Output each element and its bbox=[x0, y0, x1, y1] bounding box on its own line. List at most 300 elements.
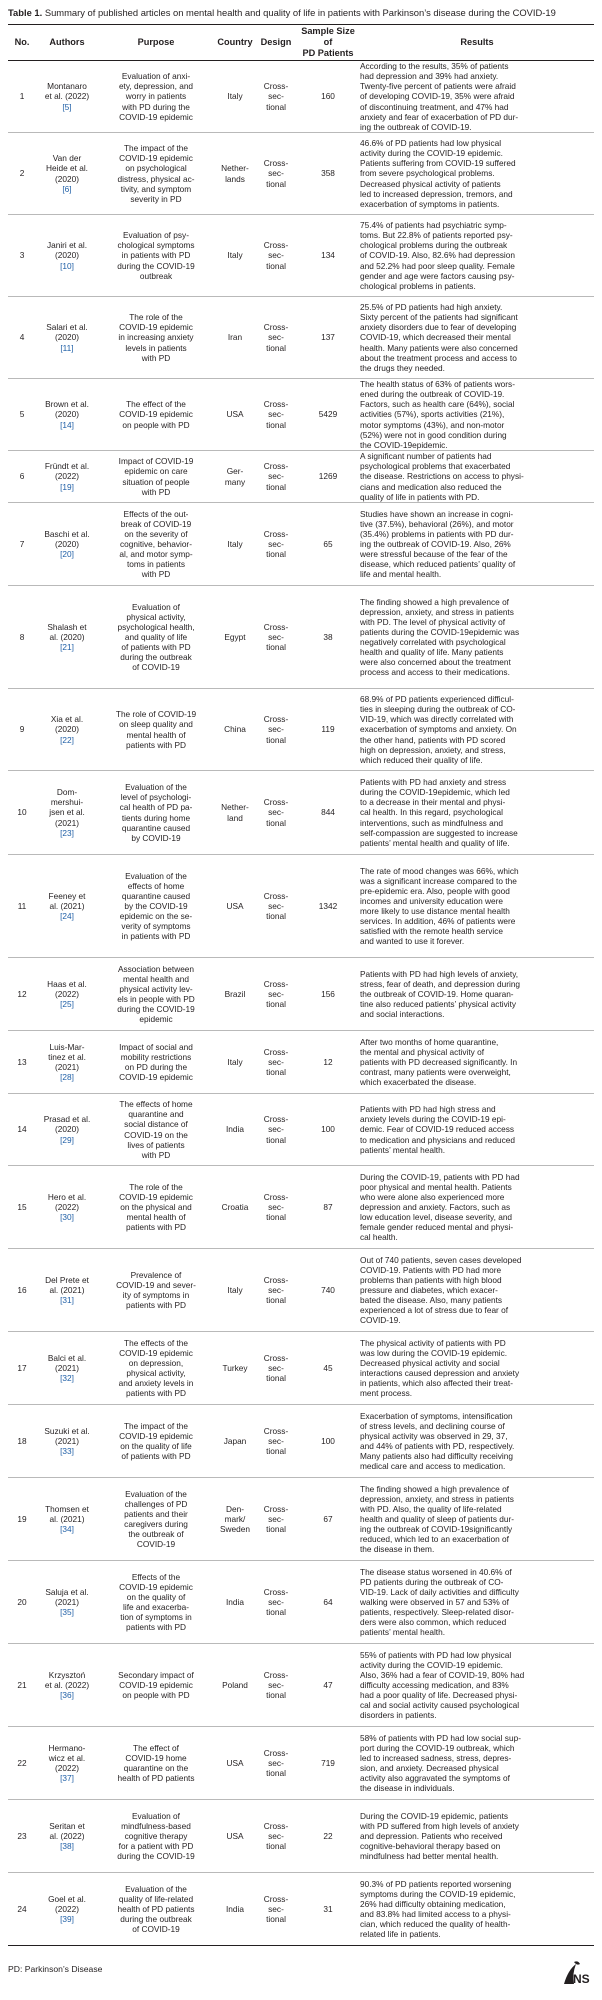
country-line: Italy bbox=[227, 1056, 243, 1067]
authors-line: (2021) bbox=[55, 1596, 79, 1607]
reference-link[interactable]: [10] bbox=[60, 260, 74, 271]
design-line: tional bbox=[266, 999, 286, 1010]
results-line: Patients suffering from COVID-19 suffered bbox=[360, 158, 516, 169]
row-number: 7 bbox=[19, 538, 25, 549]
results-line: The rate of mood changes was 66%, which bbox=[360, 865, 519, 876]
reference-link[interactable]: [21] bbox=[60, 642, 74, 653]
purpose-line: with PD bbox=[141, 1149, 171, 1160]
authors-cell bbox=[36, 1727, 98, 1800]
purpose-line: on the severity of bbox=[124, 528, 188, 539]
purpose-line: tivity, and symptom bbox=[120, 183, 192, 194]
results-line: During the COVID-19 epidemic, patients bbox=[360, 1810, 509, 1821]
results-line: tine also reduced patients’ physical activity bbox=[360, 999, 517, 1010]
authors-line: (2020) bbox=[55, 1124, 79, 1135]
country-line: USA bbox=[226, 409, 244, 420]
results-line: gender and age were factors causing psy- bbox=[360, 270, 515, 281]
results-line: services. In addition, 46% of patients were bbox=[360, 916, 516, 927]
design-line: tional bbox=[266, 817, 286, 828]
table-row bbox=[8, 503, 594, 586]
results-line: Patients with PD had high levels of anxiety, bbox=[360, 968, 519, 979]
results-line: patients, respectively. Sleep-related disor- bbox=[360, 1607, 514, 1618]
design-cell bbox=[256, 1094, 296, 1166]
reference-link[interactable]: [34] bbox=[60, 1524, 74, 1535]
authors-cell bbox=[36, 215, 98, 297]
purpose-line: ety, depression, and bbox=[118, 81, 194, 92]
results-line: were also concerned about the treatment bbox=[360, 657, 511, 668]
authors-cell bbox=[36, 958, 98, 1031]
reference-link[interactable]: [31] bbox=[60, 1295, 74, 1306]
reference-link[interactable]: [24] bbox=[60, 911, 74, 922]
purpose-line: in increasing anxiety bbox=[118, 332, 194, 343]
results-line: the mental and physical activity of bbox=[360, 1046, 485, 1057]
design-line: Cross- bbox=[263, 1893, 289, 1904]
design-line: sec- bbox=[268, 1056, 284, 1067]
results-line: and 52.2% had poor sleep quality. Female bbox=[360, 260, 515, 271]
results-line: reduced, which led to an exacerbation of bbox=[360, 1534, 509, 1545]
results-line: who were alone also experienced more bbox=[360, 1191, 505, 1202]
results-line: of COVID-19. Also, 82.6% had depression bbox=[360, 250, 515, 261]
results-line: The physical activity of patients with PD bbox=[360, 1337, 506, 1348]
sample-size-cell: 65 bbox=[323, 538, 333, 549]
results-line: motor symptoms (43%), and non-motor bbox=[360, 419, 505, 430]
country-cell bbox=[214, 1478, 256, 1561]
design-line: sec- bbox=[268, 332, 284, 343]
table-footnote: PD: Parkinson’s Disease bbox=[8, 1964, 103, 1974]
design-cell bbox=[256, 771, 296, 855]
authors-line: jsen et al. bbox=[49, 807, 85, 818]
reference-link[interactable]: [25] bbox=[60, 999, 74, 1010]
design-line: Cross- bbox=[263, 1586, 289, 1597]
sample-size-cell: 38 bbox=[323, 631, 333, 642]
results-line: from severe psychological problems. bbox=[360, 168, 495, 179]
table-row bbox=[8, 215, 594, 297]
design-cell bbox=[256, 503, 296, 586]
purpose-line: in patients with PD bbox=[121, 250, 191, 261]
results-line: the other hand, patients with PD scored bbox=[360, 734, 506, 745]
row-number: 11 bbox=[17, 900, 27, 911]
results-line: patients’ mental health. bbox=[360, 1627, 446, 1638]
results-cell bbox=[360, 1332, 594, 1405]
reference-link[interactable]: [30] bbox=[60, 1212, 74, 1223]
design-line: tional bbox=[266, 1067, 286, 1078]
purpose-cell bbox=[98, 1561, 214, 1644]
authors-line: Haas et al. bbox=[47, 978, 87, 989]
authors-cell bbox=[36, 1249, 98, 1332]
reference-link[interactable]: [39] bbox=[60, 1914, 74, 1925]
authors-cell bbox=[36, 1644, 98, 1727]
reference-link[interactable]: [23] bbox=[60, 827, 74, 838]
results-line: process and access to their medications. bbox=[360, 667, 510, 678]
reference-link[interactable]: [37] bbox=[60, 1773, 74, 1784]
authors-line: (2021) bbox=[55, 1062, 79, 1072]
country-line: Den- bbox=[226, 1503, 244, 1514]
results-cell bbox=[360, 379, 594, 451]
design-line: sec- bbox=[268, 1284, 284, 1295]
purpose-line: tients during home bbox=[121, 812, 191, 823]
row-number: 21 bbox=[17, 1679, 27, 1690]
table-row bbox=[8, 1478, 594, 1561]
header-country: Country bbox=[217, 37, 253, 47]
results-line: health and quality of life. Many patients bbox=[360, 647, 504, 658]
design-cell bbox=[256, 297, 296, 379]
results-line: anxiety and fear of exacerbation of PD dur- bbox=[360, 111, 519, 122]
purpose-cell bbox=[98, 1800, 214, 1873]
design-line: sec- bbox=[268, 1201, 284, 1212]
design-line: Cross- bbox=[263, 1114, 289, 1125]
purpose-cell bbox=[98, 586, 214, 689]
purpose-line: epidemic bbox=[139, 1014, 173, 1025]
authors-line: Goel et al. bbox=[48, 1893, 86, 1904]
purpose-line: on sleep quality and bbox=[119, 719, 193, 730]
results-line: During the COVID-19, patients with PD had bbox=[360, 1171, 520, 1182]
design-line: tional bbox=[266, 419, 286, 430]
purpose-line: cognitive, behavior- bbox=[120, 538, 192, 549]
purpose-line: quality of life-related bbox=[118, 1893, 194, 1904]
purpose-line: patients with PD bbox=[126, 1622, 186, 1633]
purpose-line: els in people with PD bbox=[117, 994, 195, 1004]
design-cell bbox=[256, 586, 296, 689]
authors-line: (2020) bbox=[55, 724, 79, 735]
design-cell bbox=[256, 1332, 296, 1405]
authors-cell bbox=[36, 1166, 98, 1249]
results-line: about the treatment process and access to bbox=[360, 352, 517, 363]
authors-cell bbox=[36, 689, 98, 771]
purpose-cell bbox=[98, 1478, 214, 1561]
purpose-line: break of COVID-19 bbox=[120, 518, 192, 529]
design-cell bbox=[256, 1405, 296, 1478]
design-line: Cross- bbox=[263, 1274, 289, 1285]
results-line: chological problems during the outbreak bbox=[360, 240, 508, 251]
reference-link[interactable]: [38] bbox=[60, 1841, 74, 1852]
results-cell bbox=[360, 1644, 594, 1727]
design-line: sec- bbox=[268, 91, 284, 102]
reference-link[interactable]: [29] bbox=[60, 1134, 74, 1145]
purpose-line: quarantine caused bbox=[121, 890, 191, 901]
purpose-line: challenges of PD bbox=[124, 1498, 188, 1509]
results-line: which exacerbated the disease. bbox=[360, 1077, 477, 1088]
purpose-cell bbox=[98, 958, 214, 1031]
authors-line: Janiri et al. bbox=[46, 240, 88, 251]
purpose-cell bbox=[98, 1166, 214, 1249]
results-line: 55% of patients with PD had low physical bbox=[360, 1649, 512, 1660]
authors-line: al. (2022) bbox=[49, 1830, 85, 1841]
purpose-cell bbox=[98, 1727, 214, 1800]
row-number: 3 bbox=[19, 250, 25, 261]
authors-line: (2022) bbox=[55, 1201, 79, 1212]
design-cell bbox=[256, 1561, 296, 1644]
purpose-line: The effect of the bbox=[126, 399, 186, 410]
results-line: led to increased sadness, stress, depres- bbox=[360, 1752, 512, 1763]
sample-size-cell: 134 bbox=[321, 250, 335, 261]
results-line: 75.4% of patients had psychiatric symp- bbox=[360, 220, 507, 231]
reference-link[interactable]: [22] bbox=[60, 734, 74, 745]
reference-link[interactable]: [14] bbox=[60, 419, 74, 430]
table-row bbox=[8, 133, 594, 215]
results-line: depression, anxiety, and stress in patients bbox=[360, 606, 514, 617]
sample-size-cell: 100 bbox=[321, 1124, 335, 1135]
reference-link[interactable]: [28] bbox=[60, 1072, 74, 1083]
results-line: patients’ mental health. bbox=[360, 1144, 446, 1155]
purpose-line: mobility restrictions bbox=[120, 1051, 192, 1062]
purpose-cell bbox=[98, 1644, 214, 1727]
purpose-cell bbox=[98, 503, 214, 586]
reference-link[interactable]: [36] bbox=[60, 1690, 74, 1701]
purpose-line: during the COVID-19 bbox=[117, 1851, 195, 1862]
results-line: COVID-19, which decreased their mental bbox=[360, 332, 511, 343]
row-number: 2 bbox=[19, 168, 25, 179]
results-line: patients during the COVID-19epidemic was bbox=[360, 626, 520, 637]
results-line: pre-epidemic era. Also, people with good bbox=[360, 885, 510, 896]
results-line: toms. But 22.8% of patients reported psy- bbox=[360, 230, 513, 241]
design-line: tional bbox=[266, 1914, 286, 1925]
results-line: quality of life in patients with PD. bbox=[360, 491, 480, 502]
reference-link[interactable]: [19] bbox=[60, 481, 74, 492]
row-number: 18 bbox=[17, 1435, 27, 1446]
purpose-cell bbox=[98, 1031, 214, 1094]
table-row bbox=[8, 1644, 594, 1727]
reference-link[interactable]: [33] bbox=[60, 1446, 74, 1457]
design-line: tional bbox=[266, 178, 286, 189]
results-line: 68.9% of PD patients experienced difficul- bbox=[360, 694, 514, 705]
design-line: tional bbox=[266, 1134, 286, 1145]
purpose-line: on the physical and bbox=[120, 1201, 192, 1212]
results-line: cal health. In this regard, psychological bbox=[360, 807, 503, 818]
results-cell bbox=[360, 1405, 594, 1478]
results-line: Studies have shown an increase in cogni- bbox=[360, 508, 514, 519]
authors-line: mershui- bbox=[50, 797, 84, 808]
row-number: 19 bbox=[17, 1513, 27, 1524]
results-line: exacerbation of symptoms and anxiety. On bbox=[360, 724, 517, 735]
purpose-line: COVID-19 bbox=[136, 1539, 176, 1550]
results-line: VID-19, which was directly correlated with bbox=[360, 714, 514, 725]
country-line: Japan bbox=[223, 1435, 247, 1446]
results-cell bbox=[360, 61, 594, 133]
purpose-line: The impact of the bbox=[123, 1420, 189, 1431]
results-cell bbox=[360, 689, 594, 771]
sample-size-cell: 22 bbox=[323, 1830, 333, 1841]
sample-size-cell: 31 bbox=[323, 1903, 333, 1914]
design-line: tional bbox=[266, 1768, 286, 1779]
results-line: of discontinuing treatment, and 47% had bbox=[360, 101, 509, 112]
purpose-line: social distance of bbox=[124, 1119, 188, 1130]
results-line: The health status of 63% of patients wors- bbox=[360, 379, 515, 390]
purpose-line: by COVID-19 bbox=[131, 832, 181, 843]
purpose-line: COVID-19 epidemic bbox=[119, 111, 193, 122]
results-line: with PD. Also, the quality of life-related bbox=[360, 1503, 502, 1514]
country-cell bbox=[214, 1561, 256, 1644]
results-line: cal and social activity caused psychological bbox=[360, 1700, 520, 1711]
results-line: female gender reduced mental and physi- bbox=[360, 1222, 514, 1233]
purpose-cell bbox=[98, 61, 214, 133]
authors-line: al. (2021) bbox=[49, 900, 85, 911]
results-line: (35.4%) problems in patients with PD dur- bbox=[360, 528, 514, 539]
country-cell bbox=[214, 1094, 256, 1166]
authors-line: tinez et al. bbox=[48, 1051, 86, 1062]
table-row bbox=[8, 1166, 594, 1249]
authors-line: (2020) bbox=[55, 538, 79, 549]
purpose-cell bbox=[98, 1405, 214, 1478]
country-cell bbox=[214, 451, 256, 503]
results-line: After two months of home quarantine, bbox=[360, 1036, 499, 1047]
authors-line: Del Prete et bbox=[45, 1274, 89, 1285]
purpose-line: tion of symptoms in bbox=[120, 1612, 192, 1623]
row-number: 20 bbox=[17, 1596, 27, 1607]
country-cell bbox=[214, 1873, 256, 1946]
table-row bbox=[8, 379, 594, 451]
design-line: Cross- bbox=[263, 322, 289, 333]
results-line: was low during the COVID-19 epidemic. bbox=[360, 1347, 508, 1358]
purpose-line: life and exacerba- bbox=[123, 1602, 189, 1612]
design-line: Cross- bbox=[263, 978, 289, 989]
authors-line: (2020) bbox=[55, 409, 79, 420]
design-cell bbox=[256, 133, 296, 215]
sample-size-cell: 156 bbox=[321, 988, 335, 999]
sample-size-cell: 12 bbox=[323, 1056, 333, 1067]
purpose-line: on the quality of bbox=[126, 1591, 186, 1602]
results-line: of stress levels, and declining course of bbox=[360, 1420, 505, 1431]
authors-line: (2022) bbox=[55, 988, 79, 999]
purpose-line: of patients with PD bbox=[121, 1451, 191, 1462]
country-cell bbox=[214, 1332, 256, 1405]
reference-link[interactable]: [35] bbox=[60, 1607, 74, 1618]
results-line: pressure and diabetes, which exacer- bbox=[360, 1284, 498, 1295]
design-line: Cross- bbox=[263, 399, 289, 410]
reference-link[interactable]: [20] bbox=[60, 549, 74, 560]
design-line: sec- bbox=[268, 1757, 284, 1768]
purpose-line: with PD bbox=[141, 569, 171, 580]
results-line: and 83.8% had limited access to a physi- bbox=[360, 1909, 511, 1919]
design-line: tional bbox=[266, 1607, 286, 1618]
table-row bbox=[8, 1094, 594, 1166]
purpose-line: physical activity, bbox=[126, 611, 186, 622]
purpose-line: COVID-19 and sever- bbox=[116, 1279, 196, 1290]
design-line: sec- bbox=[268, 1903, 284, 1914]
purpose-cell bbox=[98, 133, 214, 215]
results-line: Factors, such as health care (64%), social bbox=[360, 399, 515, 410]
design-line: tional bbox=[266, 1446, 286, 1457]
reference-link[interactable]: [32] bbox=[60, 1373, 74, 1384]
country-line: China bbox=[224, 724, 246, 735]
table-row bbox=[8, 1873, 594, 1946]
results-line: and depression. Patients who received bbox=[360, 1830, 503, 1841]
results-cell bbox=[360, 1478, 594, 1561]
country-line: Iran bbox=[227, 332, 243, 343]
country-cell bbox=[214, 586, 256, 689]
design-line: sec- bbox=[268, 538, 284, 549]
authors-line: (2021) bbox=[55, 1362, 79, 1373]
design-line: sec- bbox=[268, 1596, 284, 1607]
results-line: with PD. The level of physical activity of bbox=[360, 616, 506, 627]
results-line: Twenty-five percent of patients were afraid bbox=[360, 81, 516, 92]
authors-cell bbox=[36, 1873, 98, 1946]
authors-line: al. (2020) bbox=[49, 631, 85, 642]
country-line: India bbox=[226, 1903, 244, 1914]
authors-line: et al. (2022) bbox=[44, 91, 90, 102]
results-line: Decreased physical activity and social bbox=[360, 1357, 500, 1368]
purpose-line: The role of COVID-19 bbox=[115, 709, 197, 720]
design-line: Cross- bbox=[263, 1191, 289, 1202]
reference-link[interactable]: [6] bbox=[62, 183, 72, 194]
results-line: to a decrease in their mental and physi- bbox=[360, 797, 506, 808]
results-line: patients with PD decreased significantly. In bbox=[360, 1056, 518, 1067]
country-line: Sweden bbox=[220, 1524, 250, 1535]
purpose-cell bbox=[98, 297, 214, 379]
country-line: many bbox=[224, 476, 246, 487]
purpose-line: mindfulness-based bbox=[121, 1820, 191, 1831]
design-line: tional bbox=[266, 1524, 286, 1535]
authors-cell bbox=[36, 503, 98, 586]
country-cell bbox=[214, 297, 256, 379]
design-line: tional bbox=[266, 481, 286, 492]
design-line: sec- bbox=[268, 1435, 284, 1446]
design-line: sec- bbox=[268, 409, 284, 420]
country-line: Turkey bbox=[222, 1362, 248, 1373]
purpose-line: The effect of bbox=[133, 1742, 179, 1753]
purpose-line: COVID-19 epidemic bbox=[119, 153, 193, 164]
country-cell bbox=[214, 689, 256, 771]
results-line: with PD suffered from high levels of anxiety bbox=[360, 1820, 519, 1831]
row-number: 5 bbox=[19, 409, 25, 420]
row-number: 4 bbox=[19, 332, 25, 343]
sample-size-cell: 719 bbox=[321, 1757, 335, 1768]
authors-line: Montanaro bbox=[47, 81, 87, 92]
purpose-line: cal health of PD pa- bbox=[119, 802, 193, 813]
purpose-line: health of PD patients bbox=[117, 1773, 195, 1784]
header-results: Results bbox=[460, 37, 494, 47]
design-line: tional bbox=[266, 342, 286, 353]
purpose-cell bbox=[98, 689, 214, 771]
authors-cell bbox=[36, 297, 98, 379]
reference-link[interactable]: [5] bbox=[62, 101, 72, 112]
country-cell bbox=[214, 1644, 256, 1727]
table-row bbox=[8, 1800, 594, 1873]
country-line: Brazil bbox=[224, 988, 246, 999]
results-line: Also, 36% had a fear of COVID-19, 80% had bbox=[360, 1669, 525, 1680]
purpose-cell bbox=[98, 1094, 214, 1166]
authors-line: Seritan et bbox=[49, 1820, 85, 1831]
country-cell bbox=[214, 1800, 256, 1873]
country-line: Ger- bbox=[226, 466, 244, 477]
sample-size-cell: 137 bbox=[321, 332, 335, 343]
purpose-line: COVID-19 epidemic bbox=[119, 1679, 193, 1690]
row-number: 24 bbox=[17, 1903, 27, 1914]
purpose-line: lives of patients bbox=[127, 1139, 185, 1150]
country-cell bbox=[214, 1166, 256, 1249]
country-line: Poland bbox=[222, 1679, 248, 1690]
results-line: activity also aggravated the symptoms of bbox=[360, 1773, 510, 1784]
sample-size-cell: 1342 bbox=[318, 900, 338, 911]
results-line: physical activity was observed in 29, 37, bbox=[360, 1430, 508, 1441]
results-line: tive (37.5%), behavioral (26%), and motor bbox=[360, 518, 514, 529]
authors-cell bbox=[36, 133, 98, 215]
design-line: sec- bbox=[268, 1362, 284, 1373]
authors-cell bbox=[36, 855, 98, 958]
purpose-line: on depression, bbox=[128, 1357, 184, 1368]
reference-link[interactable]: [11] bbox=[60, 342, 74, 353]
results-line: activity during the COVID-19 epidemic. bbox=[360, 148, 503, 159]
purpose-line: on the quality of life bbox=[120, 1441, 192, 1451]
country-cell bbox=[214, 133, 256, 215]
sample-size-cell: 87 bbox=[323, 1201, 333, 1212]
purpose-line: Evaluation of the bbox=[125, 870, 187, 881]
purpose-line: Prevalence of bbox=[130, 1269, 182, 1280]
results-line: the COVID-19epidemic. bbox=[360, 439, 448, 450]
results-line: Out of 740 patients, seven cases developed bbox=[360, 1254, 522, 1265]
authors-line: (2021) bbox=[55, 1435, 79, 1446]
purpose-cell bbox=[98, 1873, 214, 1946]
country-cell bbox=[214, 855, 256, 958]
purpose-cell bbox=[98, 215, 214, 297]
